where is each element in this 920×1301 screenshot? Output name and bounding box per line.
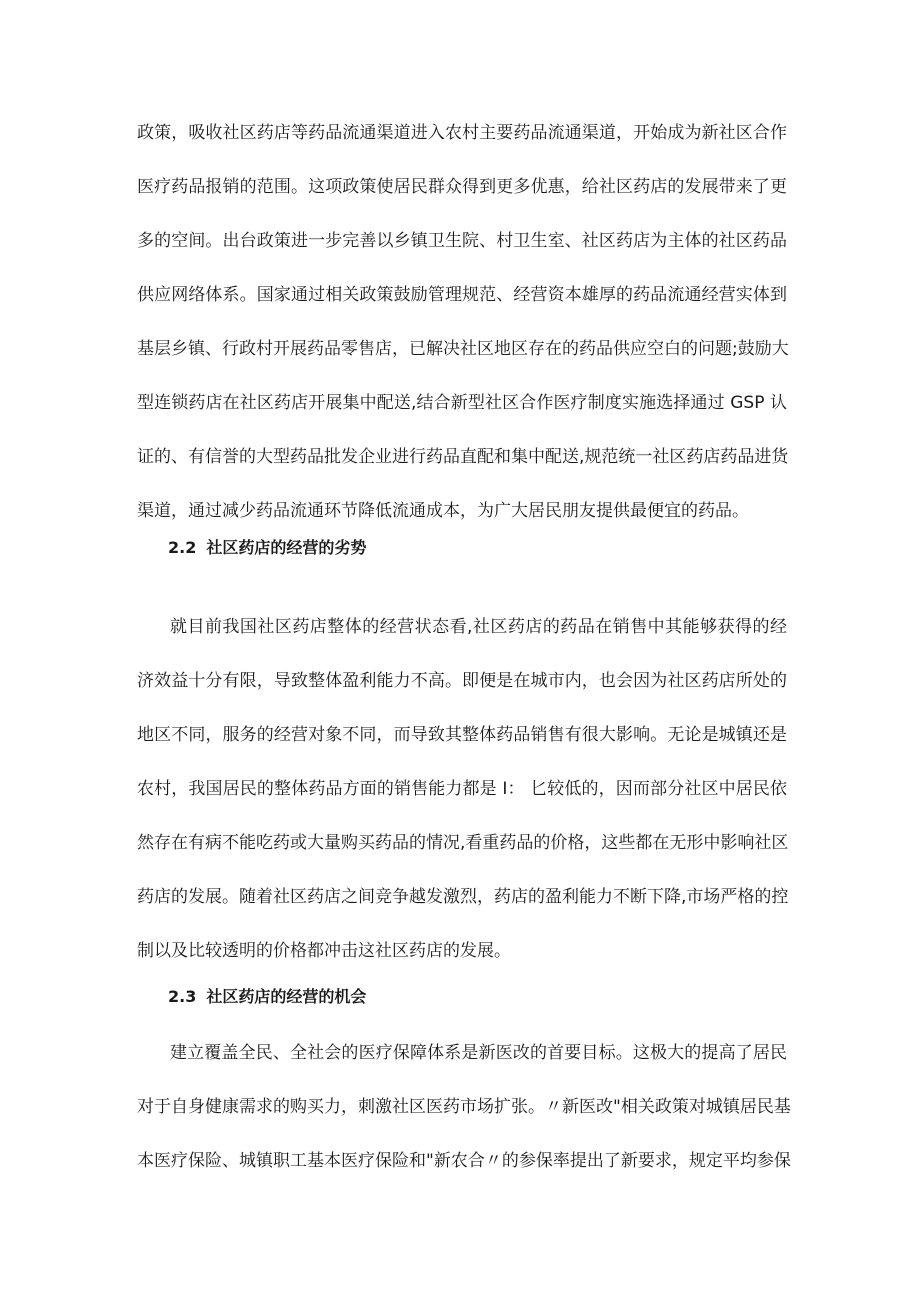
paragraph-1-line-4: 供应网络体系。国家通过相关政策鼓励管理规范、经营资本雄厚的药品流通经营实体到 — [137, 285, 787, 305]
section-heading-2-3 — [168, 985, 366, 1009]
paragraph-1-line-1: 政策，吸收社区药店等药品流通渠道进入农村主要药品流通渠道，开始成为新社区合作 — [137, 123, 787, 143]
section-number: 2.3 — [168, 987, 197, 1006]
paragraph-2-line-6: 药店的发展。随着社区药店之间竞争越发激烈，药店的盈利能力不断下降,市场严格的控 — [137, 887, 789, 907]
paragraph-1-line-7: 证的、有信誉的大型药品批发企业进行药品直配和集中配送,规范统一社区药店药品进货 — [137, 447, 789, 467]
paragraph-2-line-4: 农村，我国居民的整体药品方面的销售能力都是 I： 匕较低的，因而部分社区中居民依 — [137, 779, 787, 799]
paragraph-2-line-3: 地区不同，服务的经营对象不同，而导致其整体药品销售有很大影响。无论是城镇还是 — [137, 725, 787, 745]
paragraph-1-line-2: 医疗药品报销的范围。这项政策使居民群众得到更多优惠，给社区药店的发展带来了更 — [137, 177, 787, 197]
paragraph-2-line-7: 制以及比较透明的价格都冲击这社区药店的发展。 — [137, 941, 511, 961]
paragraph-1-line-6: 型连锁药店在社区药店开展集中配送,结合新型社区合作医疗制度实施选择通过 GSP 认 — [137, 393, 787, 413]
section-number: 2.2 — [168, 538, 197, 557]
paragraph-1-line-8: 渠道，通过减少药品流通环节降低流通成本，为广大居民朋友提供最便宜的药品。 — [137, 501, 749, 521]
paragraph-1-line-5: 基层乡镇、行政村开展药品零售店，已解决社区地区存在的药品供应空白的问题;鼓励大 — [137, 339, 789, 359]
paragraph-3-line-3: 本医疗保险、城镇职工基本医疗保险和"新农合〃的参保率提出了新要求，规定平均参保 — [137, 1151, 791, 1171]
paragraph-1-line-3: 多的空间。出台政策进一步完善以乡镇卫生院、村卫生室、社区药店为主体的社区药品 — [137, 231, 787, 251]
paragraph-2-line-1: 就目前我国社区药店整体的经营状态看,社区药店的药品在销售中其能够获得的经 — [170, 617, 787, 637]
section-heading-2-2 — [168, 536, 366, 560]
paragraph-2-line-2: 济效益十分有限，导致整体盈利能力不高。即便是在城市内，也会因为社区药店所处的 — [137, 671, 787, 691]
section-title: 社区药店的经营的劣势 — [206, 538, 367, 557]
paragraph-3-line-2: 对于自身健康需求的购买力，刺激社区医药市场扩张。〃新医改"相关政策对城镇居民基 — [137, 1097, 791, 1117]
paragraph-2-line-5: 然存在有病不能吃药或大量购买药品的情况,看重药品的价格，这些都在无形中影响社区 — [137, 833, 789, 853]
paragraph-3-line-1: 建立覆盖全民、全社会的医疗保障体系是新医改的首要目标。这极大的提高了居民 — [170, 1043, 787, 1063]
section-title: 社区药店的经营的机会 — [206, 987, 367, 1006]
